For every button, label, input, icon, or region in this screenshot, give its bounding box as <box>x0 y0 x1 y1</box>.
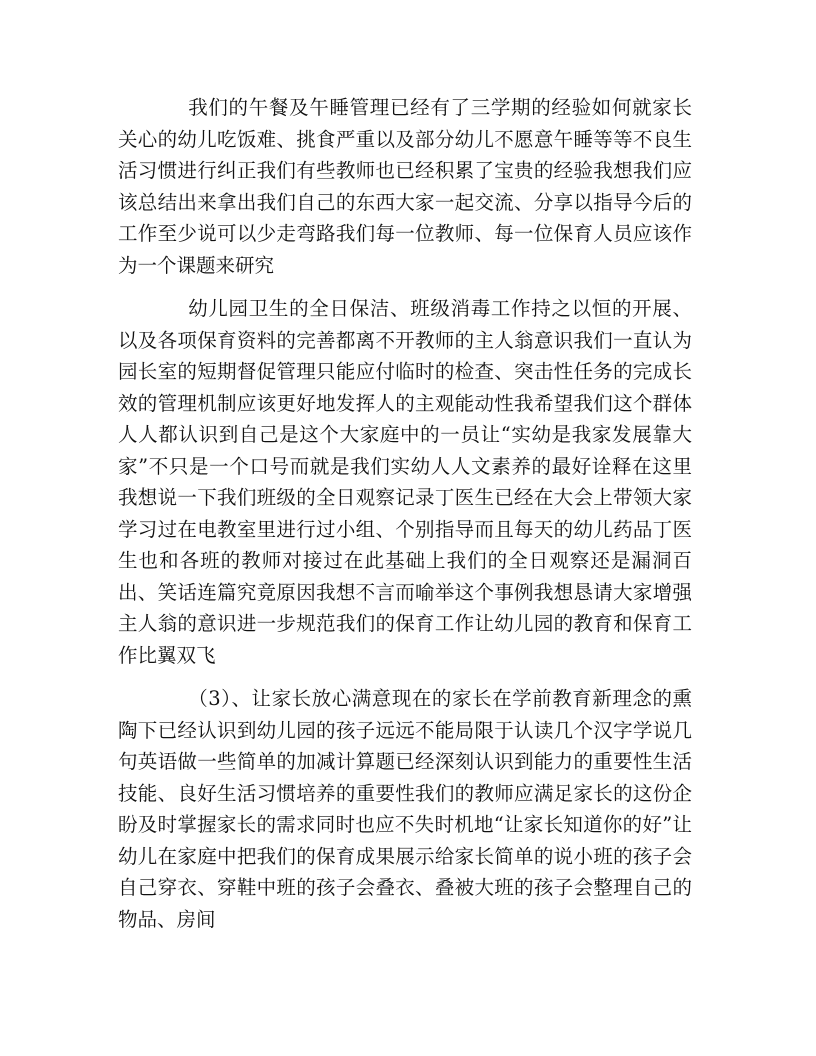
document-body <box>118 92 692 935</box>
paragraph-parent-satisfaction: （3）、让家长放心满意现在的家长在学前教育新理念的熏陶下已经认识到幼儿园的孩子远远不能局限于认读几个汉字学说几句英语做一些简单的加减计算题已经深刻认识到能力的重要性生活技能、良好生活习惯培养的重要性我们的教师应满足家长的这份企盼及时掌握家长的需求同时也应不失时机地“让家长知道你的好”让幼儿在家庭中把我们的保育成果展示给家长简单的说小班的孩子会自己穿衣、穿鞋中班的孩子会叠衣、叠被大班的孩子会整理自己的物品、房间 <box>118 687 692 931</box>
paragraph-lunch-nap-management: 我们的午餐及午睡管理已经有了三学期的经验如何就家长关心的幼儿吃饭难、挑食严重以及部分幼儿不愿意午睡等等不良生活习惯进行纠正我们有些教师也已经积累了宝贵的经验我想我们应该总结出来拿出我们自己的东西大家一起交流、分享以指导今后的工作至少说可以少走弯路我们每一位教师、每一位保育人员应该作为一个课题来研究 <box>118 96 692 277</box>
paragraph-hygiene-ownership: 幼儿园卫生的全日保洁、班级消毒工作持之以恒的开展、以及各项保育资料的完善都离不开教师的主人翁意识我们一直认为园长室的短期督促管理只能应付临时的检查、突击性任务的完成长效的管理机制应该更好地发挥人的主观能动性我希望我们这个群体人人都认识到自己是这个大家庭中的一员让“实幼是我家发展靠大家”不只是一个口号而就是我们实幼人人文素养的最好诠释在这里我想说一下我们班级的全日观察记录丁医生已经在大会上带领大家学习过在电教室里进行过小组、个别指导而且每天的幼儿药品丁医生也和各班的教师对接过在此基础上我们的全日观察还是漏洞百出、笑话连篇究竟原因我想不言而喻举这个事例我想恳请大家增强主人翁的意识进一步规范我们的保育工作让幼儿园的教育和保育工作比翼双飞 <box>118 297 692 667</box>
